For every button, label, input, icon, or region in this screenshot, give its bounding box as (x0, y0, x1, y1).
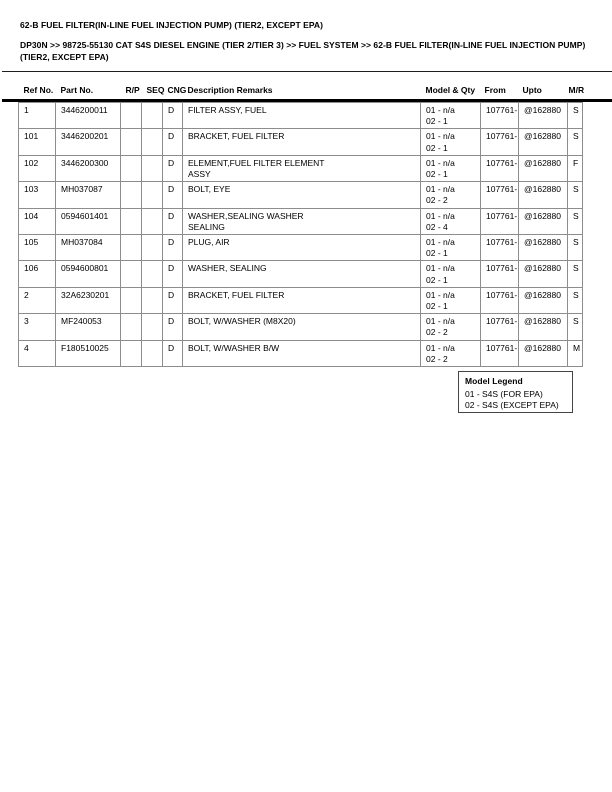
cell-rp (121, 261, 142, 287)
cell-part-no: 0594601401 (56, 208, 121, 234)
column-header-mr: M/R (568, 85, 585, 95)
cell-description: BOLT, W/WASHER (M8X20) (183, 314, 421, 340)
cell-description: BOLT, EYE (183, 182, 421, 208)
cell-from: 107761- (481, 208, 519, 234)
cell-from: 107761- (481, 340, 519, 366)
cell-seq (142, 208, 163, 234)
cell-ref-no: 4 (19, 340, 56, 366)
cell-model-qty: 01 - n/a 02 - 1 (421, 155, 481, 181)
cell-cng: D (163, 235, 183, 261)
cell-model-qty: 01 - n/a 02 - 1 (421, 235, 481, 261)
cell-cng: D (163, 129, 183, 155)
table-row (19, 103, 583, 129)
cell-mr: S (568, 235, 583, 261)
cell-ref-no: 1 (19, 103, 56, 129)
cell-part-no: MH037087 (56, 182, 121, 208)
column-header-model-qty: Model & Qty (425, 85, 476, 95)
cell-from: 107761- (481, 155, 519, 181)
table-row (19, 208, 583, 234)
table-row (19, 261, 583, 287)
cell-cng: D (163, 155, 183, 181)
cell-upto: @162880 (519, 261, 568, 287)
cell-part-no: 3446200011 (56, 103, 121, 129)
column-header-seq: SEQ (146, 85, 165, 95)
cell-upto: @162880 (519, 129, 568, 155)
cell-rp (121, 287, 142, 313)
cell-seq (142, 340, 163, 366)
cell-seq (142, 103, 163, 129)
cell-ref-no: 101 (19, 129, 56, 155)
table-row (19, 129, 583, 155)
cell-part-no: 3446200201 (56, 129, 121, 155)
cell-ref-no: 104 (19, 208, 56, 234)
cell-model-qty: 01 - n/a 02 - 1 (421, 261, 481, 287)
cell-upto: @162880 (519, 314, 568, 340)
table-row (19, 314, 583, 340)
cell-part-no: F180510025 (56, 340, 121, 366)
cell-description: PLUG, AIR (183, 235, 421, 261)
cell-model-qty: 01 - n/a 02 - 1 (421, 287, 481, 313)
cell-seq (142, 261, 163, 287)
cell-from: 107761- (481, 287, 519, 313)
parts-table (18, 85, 583, 367)
cell-cng: D (163, 261, 183, 287)
cell-rp (121, 235, 142, 261)
model-legend-title: Model Legend (465, 376, 523, 386)
cell-mr: S (568, 261, 583, 287)
cell-upto: @162880 (519, 103, 568, 129)
cell-from: 107761- (481, 103, 519, 129)
column-header-rp: R/P (125, 85, 140, 95)
cell-rp (121, 129, 142, 155)
cell-cng: D (163, 314, 183, 340)
cell-rp (121, 340, 142, 366)
cell-part-no: 0594600801 (56, 261, 121, 287)
cell-seq (142, 235, 163, 261)
cell-cng: D (163, 340, 183, 366)
cell-description: BOLT, W/WASHER B/W (183, 340, 421, 366)
cell-ref-no: 103 (19, 182, 56, 208)
breadcrumb: DP30N >> 98725-55130 CAT S4S DIESEL ENGINE (TIER 2/TIER 3) >> FUEL SYSTEM >> 62-B FUEL FILTER(IN-LINE FUEL INJECTION PUMP) (TIER2, EXCEPT EPA) (20, 40, 586, 62)
cell-upto: @162880 (519, 182, 568, 208)
column-header-cng: CNG (167, 85, 187, 95)
cell-part-no: 32A6230201 (56, 287, 121, 313)
table-row (19, 340, 583, 366)
cell-from: 107761- (481, 314, 519, 340)
column-header-ref-no: Ref No. (23, 85, 54, 95)
column-header-upto: Upto (522, 85, 542, 95)
cell-from: 107761- (481, 129, 519, 155)
cell-ref-no: 105 (19, 235, 56, 261)
cell-description: FILTER ASSY, FUEL (183, 103, 421, 129)
cell-mr: S (568, 129, 583, 155)
parts-table-body (19, 103, 583, 367)
cell-ref-no: 106 (19, 261, 56, 287)
cell-ref-no: 102 (19, 155, 56, 181)
cell-from: 107761- (481, 235, 519, 261)
cell-cng: D (163, 287, 183, 313)
cell-rp (121, 314, 142, 340)
cell-model-qty: 01 - n/a 02 - 1 (421, 103, 481, 129)
cell-model-qty: 01 - n/a 02 - 4 (421, 208, 481, 234)
table-row (19, 155, 583, 181)
cell-model-qty: 01 - n/a 02 - 2 (421, 182, 481, 208)
cell-model-qty: 01 - n/a 02 - 2 (421, 314, 481, 340)
cell-description: WASHER, SEALING (183, 261, 421, 287)
cell-model-qty: 01 - n/a 02 - 1 (421, 129, 481, 155)
cell-rp (121, 182, 142, 208)
cell-cng: D (163, 208, 183, 234)
header-top-rule (2, 71, 612, 72)
cell-seq (142, 155, 163, 181)
cell-description: BRACKET, FUEL FILTER (183, 129, 421, 155)
cell-cng: D (163, 103, 183, 129)
cell-part-no: 3446200300 (56, 155, 121, 181)
table-row (19, 182, 583, 208)
table-row (19, 287, 583, 313)
cell-ref-no: 3 (19, 314, 56, 340)
cell-seq (142, 182, 163, 208)
cell-mr: F (568, 155, 583, 181)
model-legend (458, 371, 573, 413)
legend-item: 02 - S4S (EXCEPT EPA) (465, 399, 559, 410)
cell-from: 107761- (481, 261, 519, 287)
cell-rp (121, 208, 142, 234)
cell-part-no: MF240053 (56, 314, 121, 340)
table-row (19, 235, 583, 261)
cell-mr: M (568, 340, 583, 366)
column-header-part-no: Part No. (60, 85, 94, 95)
cell-upto: @162880 (519, 235, 568, 261)
legend-item: 01 - S4S (FOR EPA) (465, 389, 543, 399)
column-header-from: From (484, 85, 506, 95)
cell-mr: S (568, 287, 583, 313)
cell-mr: S (568, 208, 583, 234)
cell-model-qty: 01 - n/a 02 - 2 (421, 340, 481, 366)
cell-seq (142, 287, 163, 313)
cell-rp (121, 103, 142, 129)
page-title: 62-B FUEL FILTER(IN-LINE FUEL INJECTION PUMP) (TIER2, EXCEPT EPA) (20, 20, 323, 30)
cell-upto: @162880 (519, 340, 568, 366)
cell-mr: S (568, 314, 583, 340)
cell-description: BRACKET, FUEL FILTER (183, 287, 421, 313)
cell-from: 107761- (481, 182, 519, 208)
cell-seq (142, 129, 163, 155)
cell-cng: D (163, 182, 183, 208)
cell-description: ELEMENT,FUEL FILTER ELEMENT ASSY (183, 155, 421, 181)
cell-ref-no: 2 (19, 287, 56, 313)
header-bottom-rule (2, 99, 612, 102)
cell-mr: S (568, 182, 583, 208)
cell-seq (142, 314, 163, 340)
cell-rp (121, 155, 142, 181)
cell-upto: @162880 (519, 208, 568, 234)
cell-mr: S (568, 103, 583, 129)
column-header-description: Description Remarks (187, 85, 273, 95)
cell-description: WASHER,SEALING WASHER SEALING (183, 208, 421, 234)
cell-part-no: MH037084 (56, 235, 121, 261)
cell-upto: @162880 (519, 287, 568, 313)
cell-upto: @162880 (519, 155, 568, 181)
